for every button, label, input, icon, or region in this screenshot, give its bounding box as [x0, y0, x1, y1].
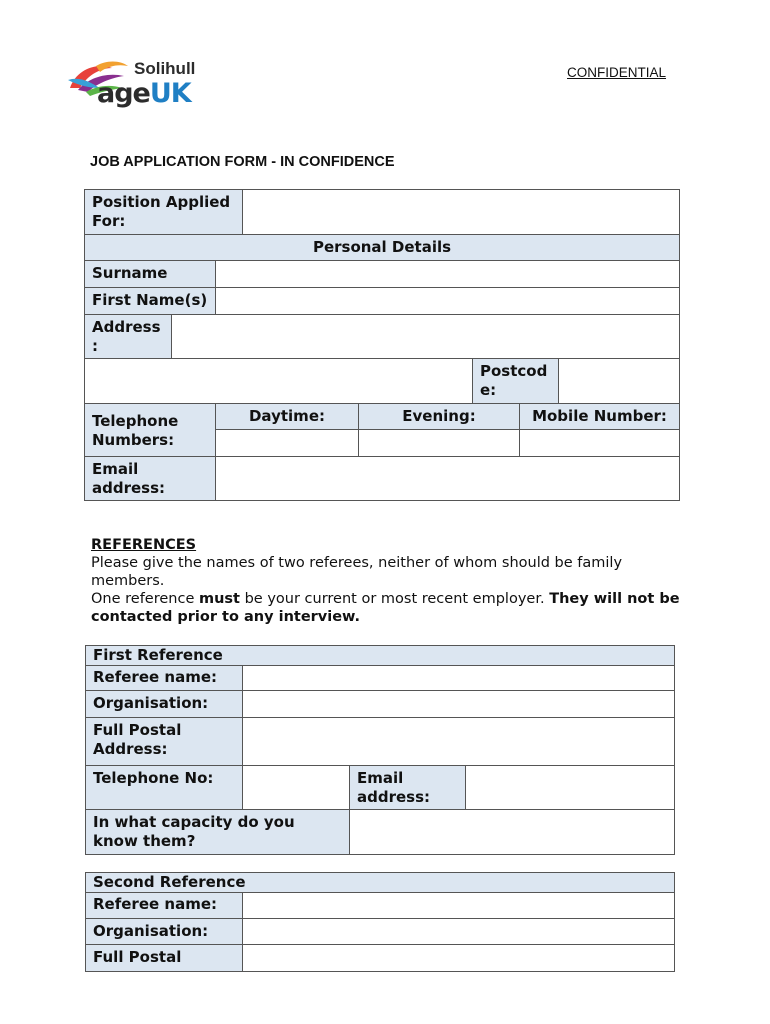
second-ref-org-label: Organisation: [85, 918, 243, 945]
second-ref-org-field[interactable] [242, 918, 675, 945]
surname-field[interactable] [215, 260, 680, 288]
references-intro [91, 536, 681, 626]
first-reference-heading: First Reference [85, 645, 675, 666]
logo-age [97, 78, 191, 109]
first-ref-postal-field[interactable] [242, 717, 675, 766]
references-intro-1: Please give the names of two referees, neither of whom should be family members. [91, 555, 623, 589]
first-ref-telephone-label: Telephone No: [85, 765, 243, 810]
first-ref-telephone-field[interactable] [242, 765, 350, 810]
intro2-part-a: One reference [91, 591, 199, 607]
references-intro-2 [91, 590, 681, 626]
address-field[interactable] [171, 314, 680, 359]
second-ref-name-field[interactable] [242, 892, 675, 919]
first-ref-name-field[interactable] [242, 665, 675, 691]
second-ref-postal-label: Full Postal [85, 944, 243, 972]
first-ref-capacity-label: In what capacity do you know them? [85, 809, 350, 855]
second-reference-heading: Second Reference [85, 872, 675, 893]
position-label: Position Applied For: [84, 189, 243, 235]
email-label: Email address: [84, 456, 216, 501]
first-ref-org-label: Organisation: [85, 690, 243, 718]
address-field-line2[interactable] [84, 358, 473, 404]
second-ref-name-label: Referee name: [85, 892, 243, 919]
second-ref-postal-field[interactable] [242, 944, 675, 972]
logo-solihull: Solihull [134, 59, 196, 78]
first-ref-name-label: Referee name: [85, 665, 243, 691]
first-ref-email-field[interactable] [465, 765, 675, 810]
mobile-label: Mobile Number: [519, 403, 680, 430]
references-heading: REFERENCES [91, 537, 197, 553]
page-title: JOB APPLICATION FORM - IN CONFIDENCE [90, 154, 395, 170]
postcode-label: Postcod e: [472, 358, 559, 404]
first-names-label: First Name(s) [84, 287, 216, 315]
postcode-field[interactable] [558, 358, 680, 404]
position-field[interactable] [242, 189, 680, 235]
mobile-field[interactable] [519, 429, 680, 457]
first-ref-postal-label: Full Postal Address: [85, 717, 243, 766]
address-label: Address : [84, 314, 172, 359]
first-ref-capacity-field[interactable] [349, 809, 675, 855]
telephone-label: Telephone Numbers: [84, 403, 216, 457]
intro2-part-c: be your current or most recent employer. [239, 591, 550, 607]
first-ref-org-field[interactable] [242, 690, 675, 718]
intro2-part-d: They will not be contacted prior to any interview. [91, 591, 680, 625]
logo-age-text: age [97, 78, 150, 109]
age-uk-logo [66, 56, 201, 118]
email-field[interactable] [215, 456, 680, 501]
daytime-label: Daytime: [215, 403, 359, 430]
intro2-part-b: must [198, 591, 240, 607]
first-ref-email-label: Email address: [349, 765, 466, 810]
daytime-field[interactable] [215, 429, 359, 457]
evening-field[interactable] [358, 429, 520, 457]
personal-details-heading: Personal Details [84, 234, 680, 261]
evening-label: Evening: [358, 403, 520, 430]
confidential-label: CONFIDENTIAL [567, 65, 667, 80]
first-names-field[interactable] [215, 287, 680, 315]
surname-label: Surname [84, 260, 216, 288]
logo-uk-text: UK [149, 78, 191, 109]
